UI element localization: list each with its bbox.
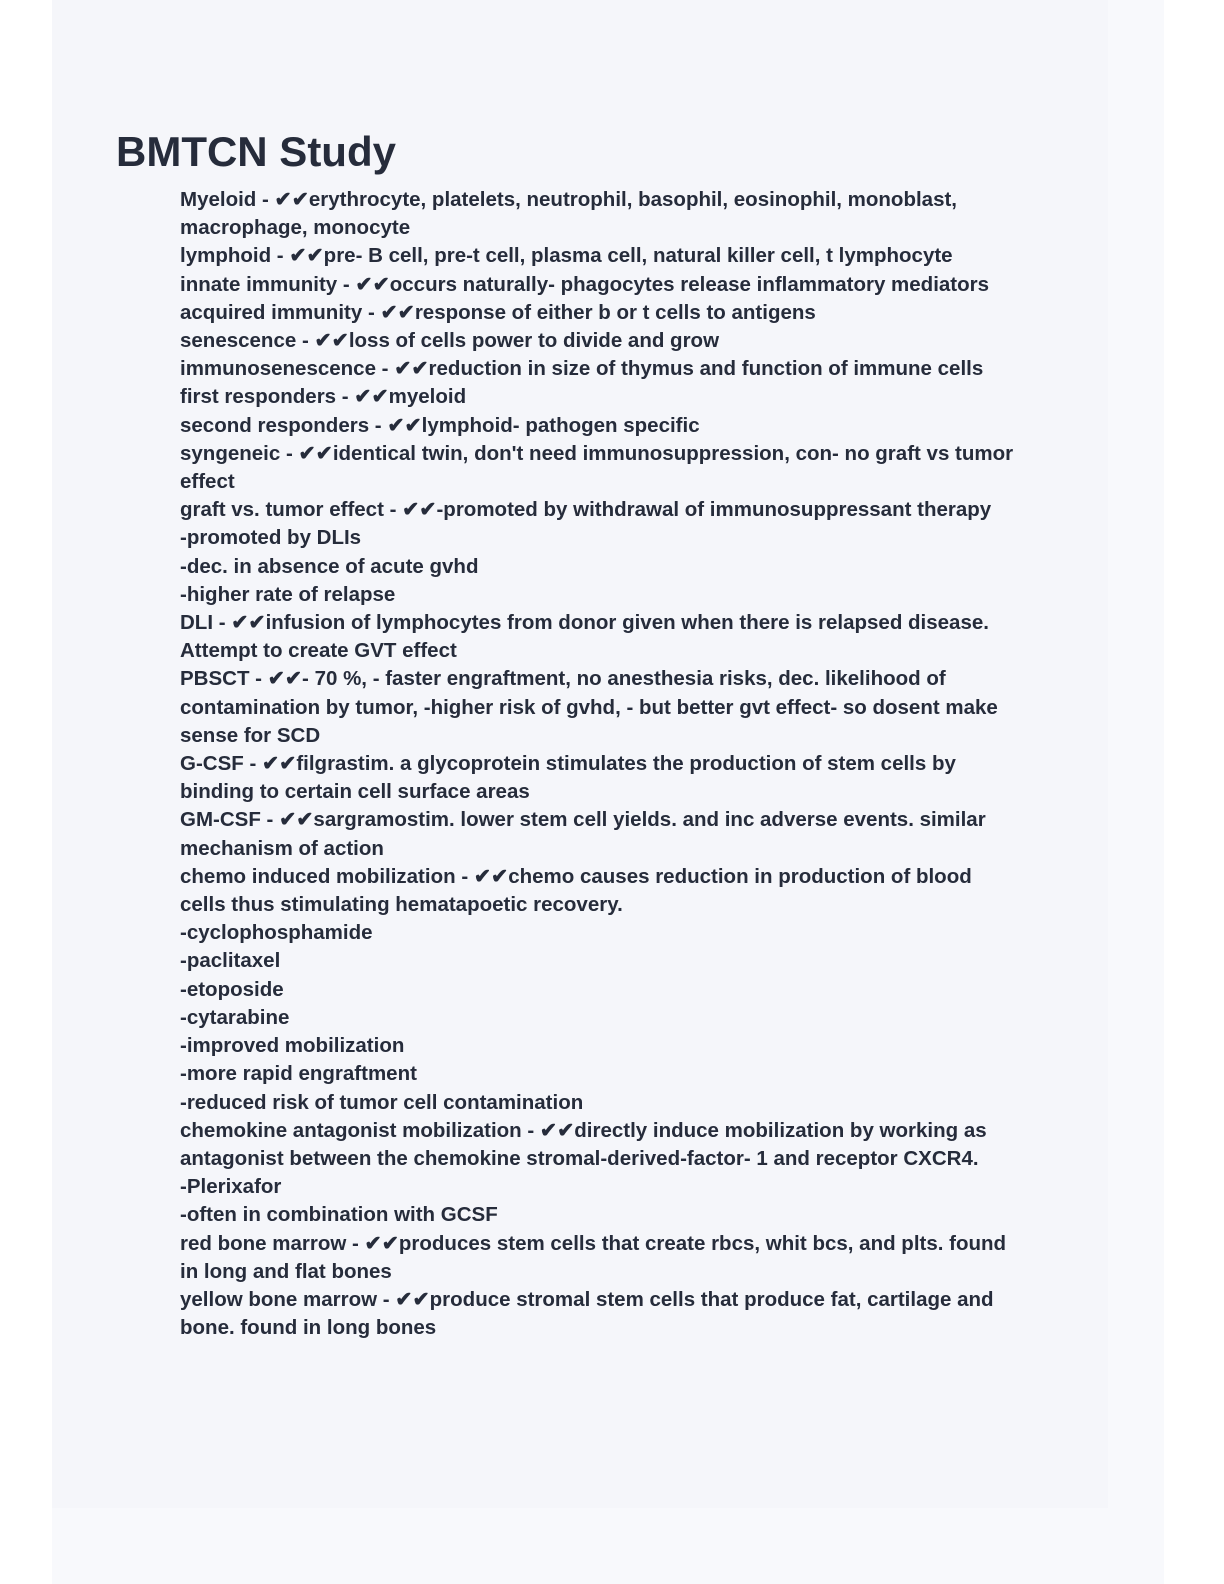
text-line: in long and flat bones (180, 1259, 392, 1283)
document-body (180, 186, 1052, 1342)
text-line: -dec. in absence of acute gvhd (180, 554, 479, 578)
text-line: senescence - ✔✔loss of cells power to divide and grow (180, 329, 720, 353)
text-line: chemokine antagonist mobilization - ✔✔directly induce mobilization by working as (180, 1118, 987, 1142)
text-line: antagonist between the chemokine stromal-derived-factor- 1 and receptor CXCR4. (180, 1146, 979, 1170)
text-line: graft vs. tumor effect - ✔✔-promoted by withdrawal of immunosuppressant therapy (180, 498, 992, 522)
text-line: bone. found in long bones (180, 1316, 437, 1340)
text-line: -more rapid engraftment (180, 1062, 417, 1086)
text-line: -reduced risk of tumor cell contamination (180, 1090, 584, 1114)
text-line: -etoposide (180, 977, 284, 1001)
text-line: first responders - ✔✔myeloid (180, 385, 467, 409)
text-line: -cytarabine (180, 1005, 290, 1029)
text-line: macrophage, monocyte (180, 216, 411, 240)
text-line: DLI - ✔✔infusion of lymphocytes from donor given when there is relapsed disease. (180, 611, 989, 635)
text-line: -improved mobilization (180, 1034, 405, 1058)
text-line: cells thus stimulating hematapoetic recovery. (180, 893, 623, 917)
text-line: PBSCT - ✔✔- 70 %, - faster engraftment, no anesthesia risks, dec. likelihood of (180, 667, 946, 691)
text-line: Myeloid - ✔✔erythrocyte, platelets, neutrophil, basophil, eosinophil, monoblast, (180, 188, 957, 211)
text-line: mechanism of action (180, 836, 384, 860)
text-line: immunosenescence - ✔✔reduction in size of thymus and function of immune cells (180, 357, 984, 381)
text-line: -promoted by DLIs (180, 526, 362, 550)
text-line: effect (180, 470, 235, 494)
text-line: -higher rate of relapse (180, 582, 396, 606)
document-title: BMTCN Study (116, 128, 396, 175)
document-page (52, 0, 1108, 1508)
text-line: innate immunity - ✔✔occurs naturally- phagocytes release inflammatory mediators (180, 272, 990, 296)
text-line: GM-CSF - ✔✔sargramostim. lower stem cell yields. and inc adverse events. similar (180, 808, 986, 832)
text-line: lymphoid - ✔✔pre- B cell, pre-t cell, plasma cell, natural killer cell, t lymphocyte (180, 244, 953, 268)
text-line: yellow bone marrow - ✔✔produce stromal stem cells that produce fat, cartilage and (180, 1287, 994, 1311)
text-line: G-CSF - ✔✔filgrastim. a glycoprotein stimulates the production of stem cells by (180, 752, 956, 776)
text-line: -often in combination with GCSF (180, 1203, 498, 1227)
text-line: -cyclophosphamide (180, 921, 373, 945)
text-line: syngeneic - ✔✔identical twin, don't need immunosuppression, con- no graft vs tumor (180, 441, 1014, 465)
text-line: -paclitaxel (180, 949, 281, 973)
text-line: acquired immunity - ✔✔response of either b or t cells to antigens (180, 300, 816, 324)
text-line: contamination by tumor, -higher risk of gvhd, - but better gvt effect- so dosent make (180, 695, 998, 719)
text-line: -Plerixafor (180, 1175, 282, 1199)
text-line: chemo induced mobilization - ✔✔chemo causes reduction in production of blood (180, 864, 972, 888)
text-line: binding to certain cell surface areas (180, 780, 530, 804)
text-line: second responders - ✔✔lymphoid- pathogen specific (180, 413, 700, 437)
text-line: red bone marrow - ✔✔produces stem cells that create rbcs, whit bcs, and plts. found (180, 1231, 1007, 1255)
text-line: sense for SCD (180, 723, 321, 747)
text-line: Attempt to create GVT effect (180, 639, 457, 663)
